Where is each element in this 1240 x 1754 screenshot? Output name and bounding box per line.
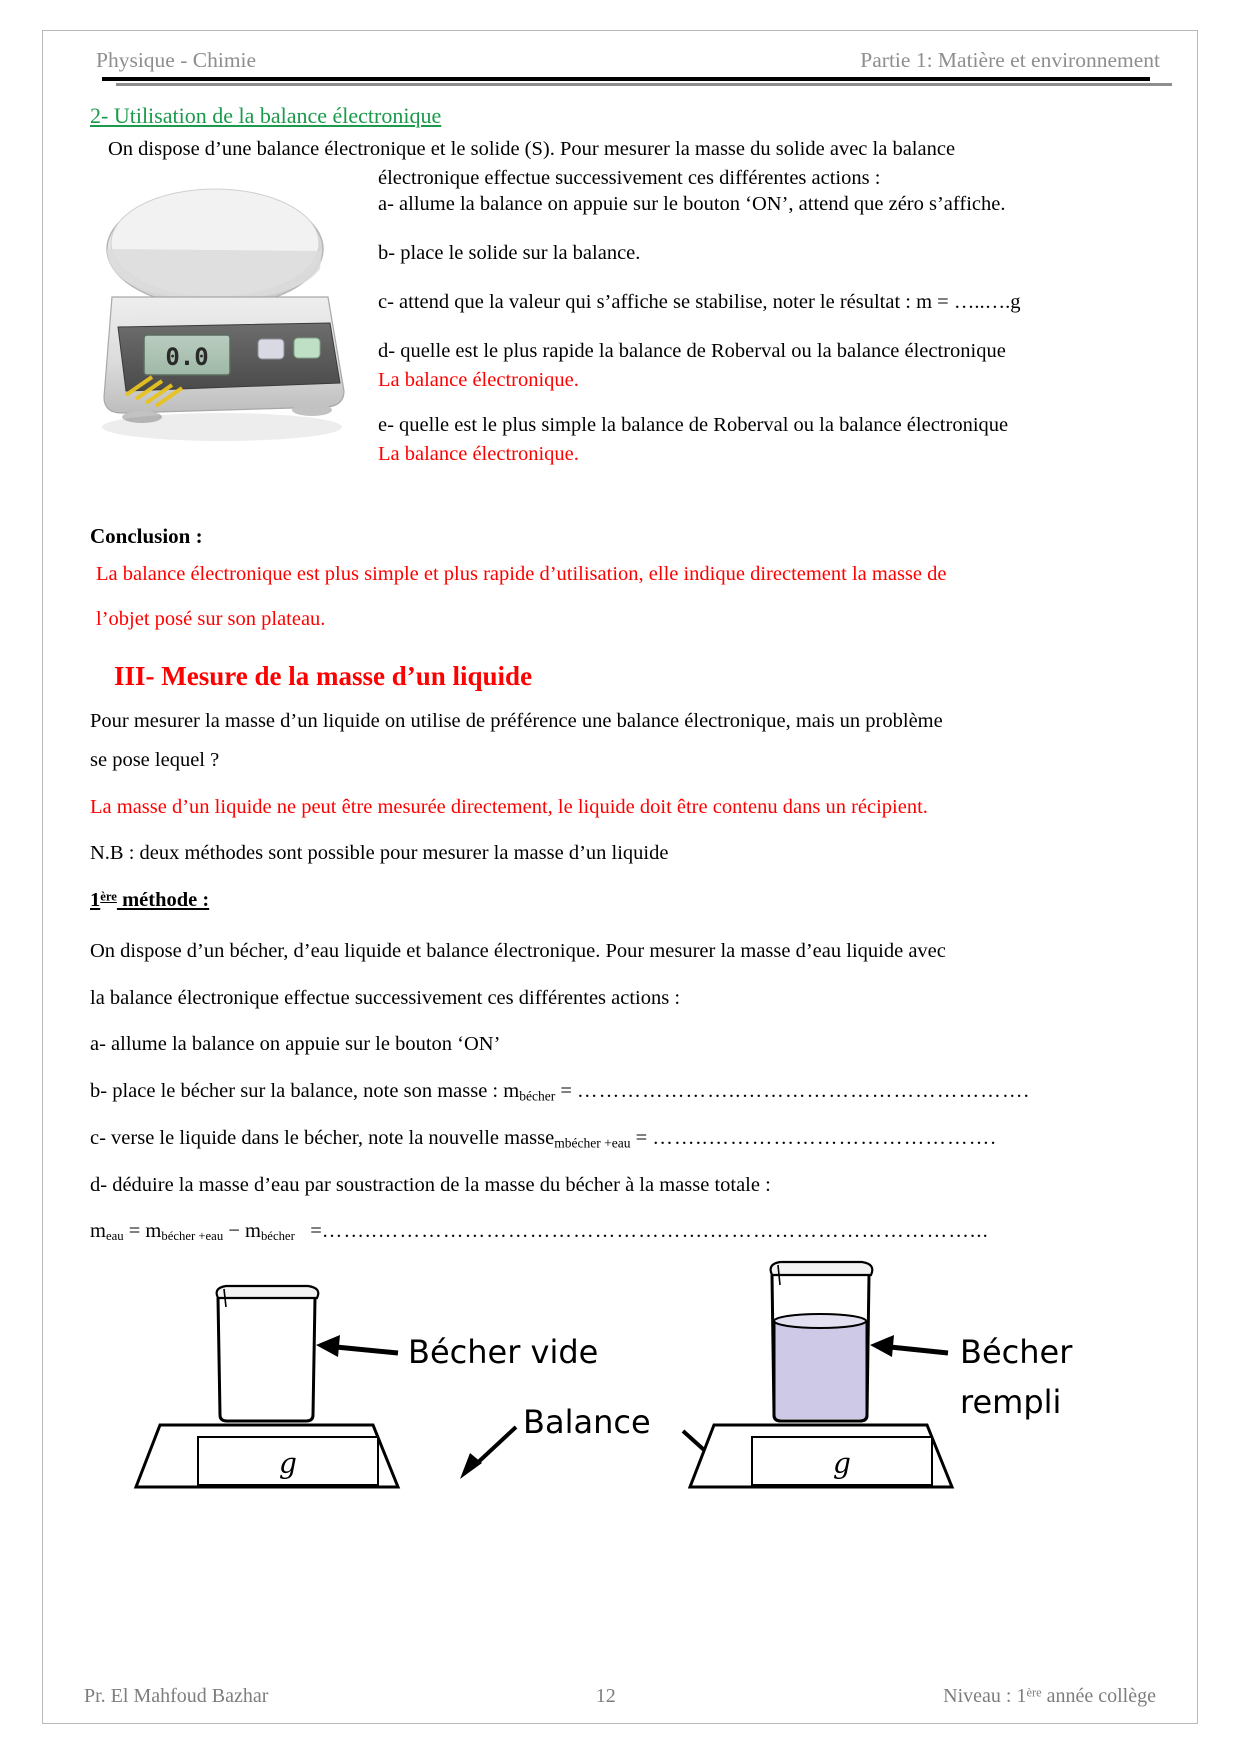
footer-level-ordinal: ère [1026,1685,1042,1700]
left-balance-unit: g [279,1447,297,1481]
filled-beaker [771,1262,873,1421]
formula-m-eau: m [90,1220,106,1243]
liquid-fill [774,1321,866,1419]
method-step-d: d- déduire la masse d’eau par soustraction de la masse du bécher à la masse totale : [90,1173,771,1196]
footer-page-number: 12 [595,1685,616,1707]
formula-m-total-sub: bécher +eau [161,1229,224,1244]
brand-label: KERN [134,314,166,326]
subsection-heading: 2- Utilisation de la balance électronique [90,103,442,128]
intro-line-1: On dispose d’une balance électronique et le solide (S). Pour mesurer la masse du solide avec la balance [108,138,956,160]
method-step-b-equals: = [560,1080,572,1103]
step-e: e- quelle est le plus simple la balance de Roberval ou la balance électronique [378,414,1009,437]
header-rule-gray [116,83,1172,86]
label-becher-rempli-2: rempli [960,1383,1062,1422]
diagram-svg [68,1255,1168,1513]
method-1-ordinal: ère [100,889,117,904]
step-a: a- allume la balance on appuie sur le bouton ‘ON’, attend que zéro s’affiche. [378,193,1006,216]
method-line-1: On dispose d’un bécher, d’eau liquide et balance électronique. Pour mesurer la masse d’eau liquide avec [90,939,946,962]
liquid-surface [774,1314,866,1328]
method-step-c-text: c- verse le liquide dans le bécher, note la nouvelle masse [90,1126,555,1149]
s3-paragraph-line-2: se pose lequel ? [90,748,220,771]
footer-level-pre: Niveau : 1 [943,1685,1027,1707]
page-header [68,48,1172,73]
header-rules [102,77,1172,89]
step-e-answer: La balance électronique. [378,443,579,466]
step-b: b- place le solide sur la balance. [378,242,641,265]
conclusion-title: Conclusion : [90,524,203,549]
empty-beaker [217,1286,319,1421]
balance-arrow-left [460,1427,516,1479]
footer-level-post: année collège [1041,1685,1156,1707]
section-iii-title: III- Mesure de la masse d’un liquide [114,661,533,692]
s3-answer-1: La masse d’un liquide ne peut être mesurée directement, le liquide doit être contenu dans un récipient. [90,795,928,818]
method-1-word: méthode : [116,889,210,912]
header-right-title: Partie 1: Matière et environnement [860,48,1160,72]
method-step-c-subscript: mbécher +eau [554,1135,631,1151]
method-step-b-text: b- place le bécher sur la balance, note son masse : m [90,1080,520,1103]
on-off-button[interactable] [258,339,284,359]
formula-equals-2: = [310,1220,322,1243]
formula-minus: − [228,1220,240,1243]
step-d-answer: La balance électronique. [378,369,579,392]
method-1-number: 1 [90,889,101,912]
steps-list [378,193,1172,466]
header-left-title: Physique - Chimie [96,48,257,72]
formula-m-eau-sub: eau [105,1229,124,1244]
beaker-balance-diagram [68,1255,1172,1513]
left-balance [136,1425,398,1487]
tare-button[interactable] [294,338,320,358]
formula-equals-1: = [128,1220,141,1243]
header-rule-black [102,77,1150,81]
intro-line-2: électronique effectue successivement ces différentes actions : [378,167,881,190]
electronic-balance-image [82,177,372,477]
lcd-value-text: 0.0 [165,343,209,371]
footer-level [943,1685,1156,1708]
method-1-label [90,885,1172,916]
section-iii-body [90,706,1172,1247]
empty-beaker-arrow [316,1335,398,1357]
right-balance-unit: g [833,1447,851,1481]
method-step-c [90,1123,1172,1154]
step-c: c- attend que la valeur qui s’affiche se stabilise, noter le résultat : m = …..….g [378,291,1021,314]
method-step-c-equals: = [635,1126,648,1149]
conclusion-line-1: La balance électronique est plus simple et plus rapide d’utilisation, elle indique directement la masse de [96,563,947,586]
s3-nb-note: N.B : deux méthodes sont possible pour mesurer la masse d’un liquide [90,842,669,865]
filled-beaker-arrow [870,1335,948,1357]
page-content [42,30,1198,1724]
method-step-a: a- allume la balance on appuie sur le bouton ‘ON’ [90,1033,501,1056]
label-becher-rempli-1: Bécher [960,1333,1073,1372]
label-balance: Balance [523,1403,651,1442]
label-becher-vide: Bécher vide [408,1333,599,1372]
left-setup [136,1286,598,1487]
footer-author: Pr. El Mahfoud Bazhar [84,1685,269,1707]
formula-m-total: m [145,1220,162,1243]
mass-formula [90,1216,1172,1247]
right-setup [690,1262,1073,1487]
method-step-b-blank: …………………..…………………………………. [577,1080,1031,1103]
conclusion-body [96,563,1172,631]
method-step-b-subscript: bécher [519,1088,556,1104]
page-footer [68,1685,1172,1708]
method-step-c-blank: ……..…………………………………. [652,1126,997,1149]
step-d: d- quelle est le plus rapide la balance de Roberval ou la balance électronique [378,340,1006,363]
right-balance [690,1425,952,1487]
s3-paragraph-line-1: Pour mesurer la masse d’un liquide on utilise de préférence une balance électronique, mais un problème [90,710,943,733]
method-line-2: la balance électronique effectue successivement ces différentes actions : [90,986,681,1009]
formula-m-becher: m [245,1220,261,1243]
formula-blank: ……..……………………………………….………………………………... [321,1220,989,1243]
intro-block [68,135,1172,466]
formula-m-becher-sub: bécher [260,1229,295,1244]
conclusion-line-2: l’objet posé sur son plateau. [96,608,326,631]
method-step-b [90,1076,1172,1107]
